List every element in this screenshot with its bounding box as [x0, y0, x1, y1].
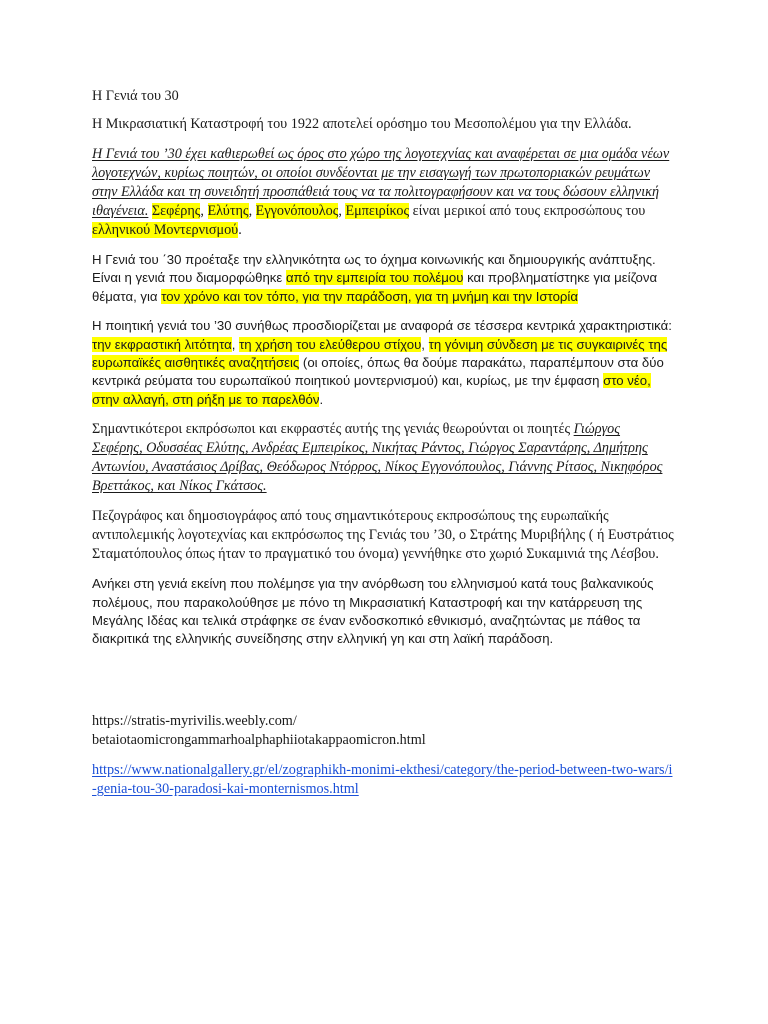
source-url-1[interactable] — [92, 712, 674, 750]
document-body — [92, 87, 674, 810]
highlight-seferis: Σεφέρης — [151, 203, 201, 219]
paragraph-7: Ανήκει στη γενιά εκείνη που πολέμησε για την ανόρθωση του ελληνισμού κατά τους βαλκανικούς πολέμους, που παρακολούθησε με πόνο τη Μικρασιατική Καταστροφή και την κατάρρευση της Μεγάλης Ιδέας και τελικά στράφηκε σε έναν ενδοσκοπικό εθνικισμό, αναζητώντας με πάθος τα διακριτικά της ελληνικής συνείδησης στην ελληνική γη και στη λαϊκή παράδοση. — [92, 576, 654, 647]
paragraph-6: Πεζογράφος και δημοσιογράφος από τους σημαντικότερους εκπροσώπους της ευρωπαϊκής αντιπολεμικής λογοτεχνίας και εκπρόσωπος της Γενιάς του ’30, ο Στράτης Μυριβήλης ( ή Ευστράτιος Σταματόπουλος όπως ήταν το πραγματικό του όνομα) γεννήθηκε στο χωριό Συκαμινιά της Λέσβου. — [92, 508, 674, 563]
highlight-time-place-history: τον χρόνο και τον τόπο, για την παράδοση, για τη μνήμη και την Ιστορία — [161, 288, 578, 304]
paragraph-4-text-b: (οι οποίες, όπως θα δούμε παρακάτω, παραπέμπουν στα δύο κεντρικά ρεύματα του ευρωπαϊκού ποιητικού μοντερνισμού) και, κυρίως, με την έμφαση — [92, 355, 664, 389]
highlight-expressive-austerity: την εκφραστική λιτότητα — [92, 336, 232, 352]
source-link-2[interactable]: https://www.nationalgallery.gr/el/zographikh-monimi-ekthesi/category/the-period-between-two-wars/i-genia-tou-30-paradosi-kai-monternismos.html — [92, 761, 673, 797]
paragraph-3 — [92, 251, 674, 306]
separator: , — [338, 203, 346, 219]
highlight-empeirikos: Εμπειρίκος — [345, 203, 410, 219]
paragraph-2-italic: Η Γενιά του ’30 έχει καθιερωθεί ως όρος στο χώρο της λογοτεχνίας και αναφέρεται σε μια ομάδα νέων λογοτεχνών, κυρίως ποιητών, οι οποίοι συνδέονται με την εισαγωγή των πρωτοποριακών ρευμάτων στην Ελλάδα και τη συνειδητή προσπάθειά τους να τα πολιτογραφήσουν και να τους δώσουν ελληνική ιθαγένεια. — [92, 146, 670, 219]
source-url-2-paragraph — [92, 761, 674, 799]
period: . — [238, 222, 242, 238]
separator: , — [200, 203, 208, 219]
source-url-1-line-2: betaiotaomicrongammarhoalphaphiiotakappaomicron.html — [92, 731, 426, 748]
paragraph-3-text-a: Η Γενιά του ΄30 προέταξε την ελληνικότητα ως το όχημα κοινωνικής και δημιουργικής ανάπτυξης. Είναι η γενιά που διαμορφώθηκε — [92, 252, 656, 286]
separator: , — [421, 336, 429, 352]
paragraph-3-text-b: και προβληματίστηκε για μείζονα θέματα, για — [92, 270, 658, 304]
source-url-1-line-1: https://stratis-myrivilis.weebly.com/ — [92, 712, 297, 729]
paragraph-4-text-a: Η ποιητική γενιά του ’30 συνήθως προσδιορίζεται με αναφορά σε τέσσερα κεντρικά χαρακτηριστικά: — [92, 318, 672, 334]
separator: , — [231, 336, 240, 352]
paragraph-2 — [92, 145, 674, 240]
highlight-break-with-past: στο νέο, στην αλλαγή, στη ρήξη με το παρελθόν — [92, 373, 651, 407]
highlight-modernism: ελληνικού Μοντερνισμού — [92, 222, 239, 238]
poets-list: Γιώργος Σεφέρης, Οδυσσέας Ελύτης, Ανδρέας Εμπειρίκος, Νικήτας Ράντος, Γιώργος Σαραντάρης, Δημήτρης Αντωνίου, Αναστάσιος Δρίβας, Θεόδωρος Ντόρρος, Νίκος Εγγονόπουλος, Γιάννης Ρίτσος, Νικηφόρος Βρεττάκος, και Νίκος Γκάτσος. — [92, 421, 663, 495]
highlight-elytis: Ελύτης — [207, 203, 249, 219]
separator: , — [248, 203, 256, 219]
period: . — [319, 391, 324, 407]
highlight-european-connection: τη γόνιμη σύνδεση με τις συγκαιρινές της ευρωπαϊκές αισθητικές αναζητήσεις — [92, 336, 668, 371]
highlight-eggonopoulos: Εγγονόπουλος — [255, 203, 339, 219]
spacer — [92, 660, 674, 712]
paragraph-4 — [92, 317, 674, 409]
highlight-free-verse: τη χρήση του ελεύθερου στίχου — [239, 336, 422, 352]
document-title: Η Γενιά του 30 — [92, 88, 179, 104]
paragraph-5-text: Σημαντικότεροι εκπρόσωποι και εκφραστές αυτής της γενιάς θεωρούνται οι ποιητές — [92, 421, 574, 438]
paragraph-2-text: είναι μερικοί από τους εκπροσώπους του — [409, 203, 646, 219]
paragraph-5 — [92, 420, 674, 496]
highlight-war-experience: από την εμπειρία του πολέμου — [285, 270, 464, 286]
paragraph-1: Η Μικρασιατική Καταστροφή του 1922 αποτελεί ορόσημο του Μεσοπολέμου για την Ελλάδα. — [92, 116, 632, 132]
